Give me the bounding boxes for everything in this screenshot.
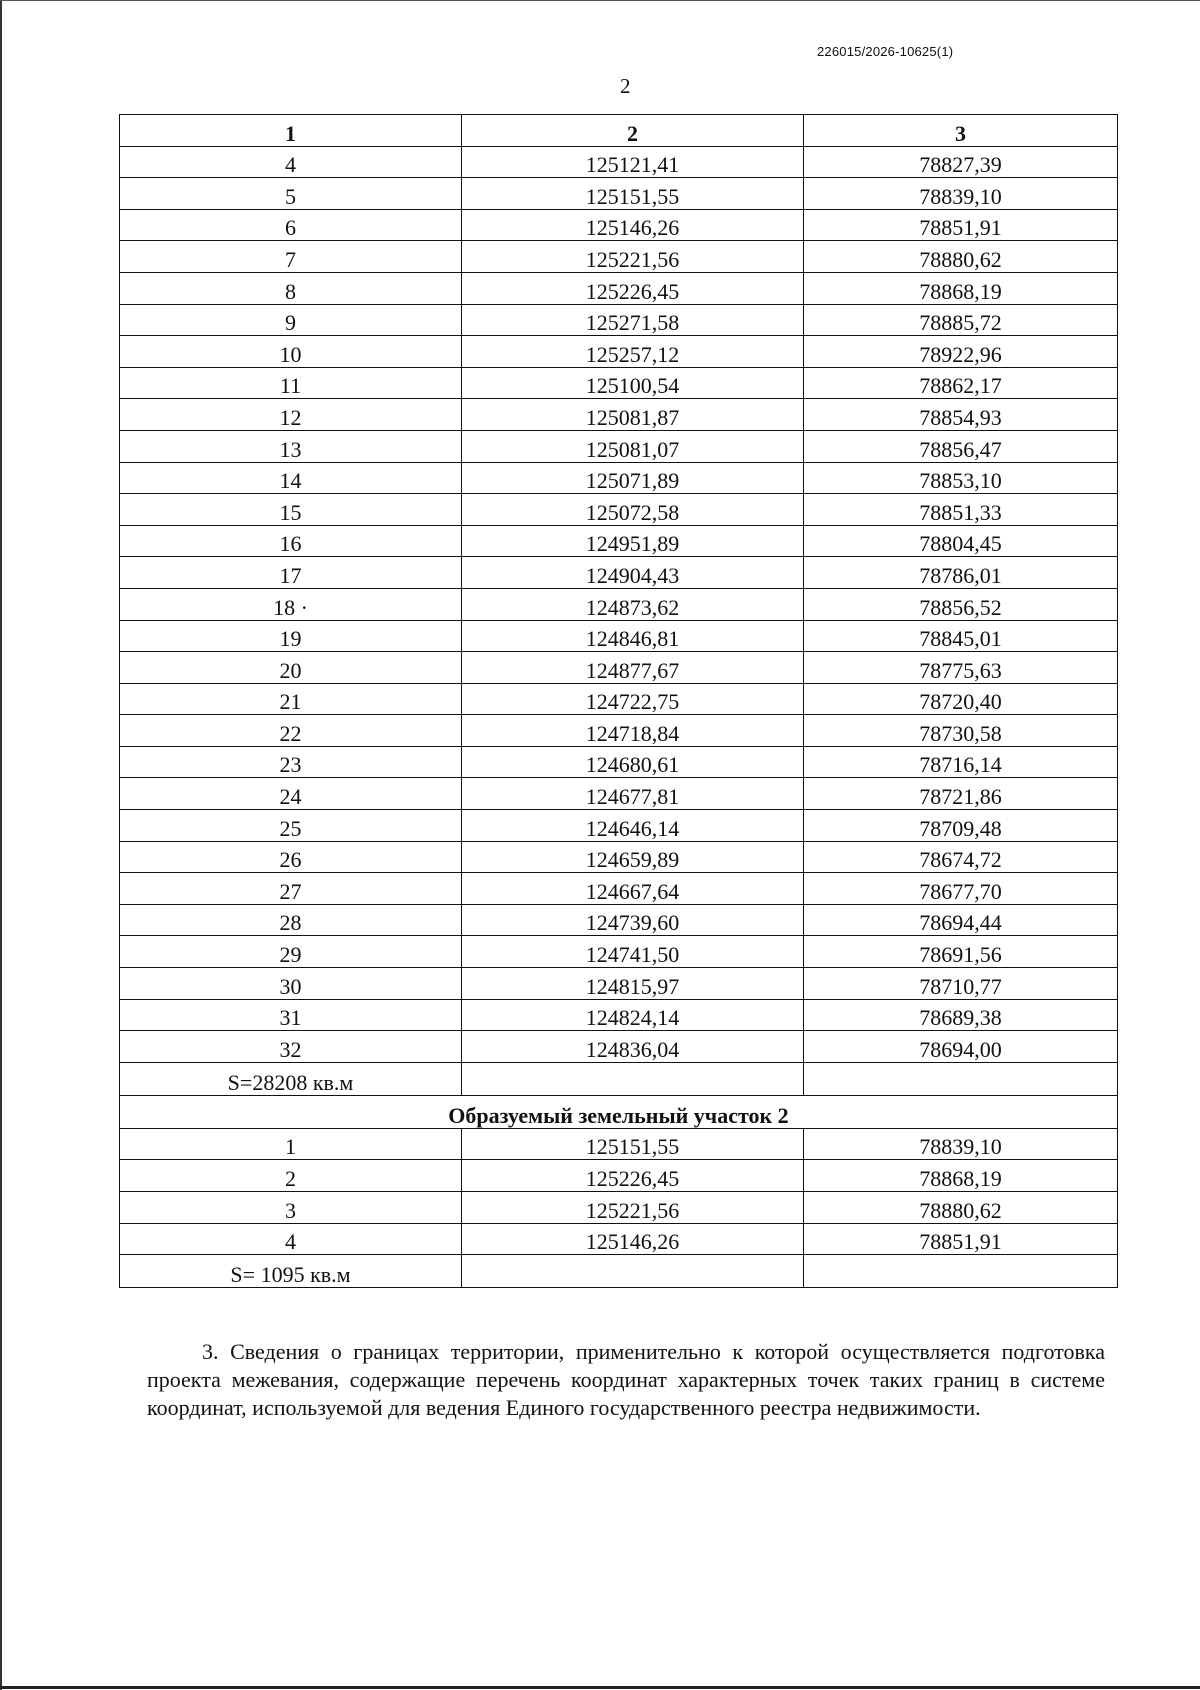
y-coordinate-cell: 78845,01: [804, 620, 1118, 652]
y-coordinate-cell: 78674,72: [804, 841, 1118, 873]
y-coordinate-cell: 78854,93: [804, 399, 1118, 431]
x-coordinate-cell: 125151,55: [462, 178, 804, 210]
y-coordinate-cell: 78694,00: [804, 1031, 1118, 1063]
document-registration-number: 226015/2026-10625(1): [817, 44, 954, 59]
table-row: [120, 588, 1118, 620]
coordinates-table-body: [120, 115, 1118, 1288]
x-coordinate-cell: 124741,50: [462, 936, 804, 968]
page-number: 2: [620, 74, 631, 98]
point-number-cell: 10: [120, 336, 462, 368]
section-3-paragraph: 3. Сведения о границах территории, применительно к которой осуществляется подготовка проекта межевания, содержащие перечень координат характерных точек таких границ в системе координат, используемой для ведения Единого государственного реестра недвижимости.: [147, 1339, 1105, 1420]
x-coordinate-cell: 125271,58: [462, 304, 804, 336]
y-coordinate-cell: 78721,86: [804, 778, 1118, 810]
table-row: [120, 209, 1118, 241]
y-coordinate-cell: 78862,17: [804, 367, 1118, 399]
point-number-cell: 30: [120, 968, 462, 1000]
point-number-cell: 11: [120, 367, 462, 399]
point-number-cell: 3: [120, 1192, 462, 1224]
y-coordinate-cell: 78885,72: [804, 304, 1118, 336]
x-coordinate-cell: 124877,67: [462, 652, 804, 684]
table-row: [120, 430, 1118, 462]
scan-bottom-edge: [0, 1686, 1200, 1689]
y-coordinate-cell: 78775,63: [804, 652, 1118, 684]
x-coordinate-cell: 124904,43: [462, 557, 804, 589]
table-header-row: [120, 115, 1118, 147]
point-number-cell: 12: [120, 399, 462, 431]
x-coordinate-cell: 125121,41: [462, 146, 804, 178]
coordinates-table: [119, 114, 1118, 1288]
y-coordinate-cell: 78851,33: [804, 494, 1118, 526]
table-row: [120, 1128, 1118, 1160]
table-row: [120, 715, 1118, 747]
point-number-cell: 8: [120, 272, 462, 304]
table-row: [120, 620, 1118, 652]
point-number-cell: 2: [120, 1160, 462, 1192]
area-value-cell: S= 1095 кв.м: [120, 1255, 462, 1288]
x-coordinate-cell: 125072,58: [462, 494, 804, 526]
table-row: [120, 810, 1118, 842]
table-row: [120, 178, 1118, 210]
y-coordinate-cell: 78853,10: [804, 462, 1118, 494]
table-row: [120, 1160, 1118, 1192]
table-row: [120, 399, 1118, 431]
plot2-section-title: Образуемый земельный участок 2: [120, 1095, 1118, 1128]
point-number-cell: 13: [120, 430, 462, 462]
plot2-section-row: [120, 1095, 1118, 1128]
x-coordinate-cell: 124722,75: [462, 683, 804, 715]
y-coordinate-cell: 78880,62: [804, 241, 1118, 273]
x-coordinate-cell: 124659,89: [462, 841, 804, 873]
point-number-cell: 28: [120, 904, 462, 936]
x-coordinate-cell: 125100,54: [462, 367, 804, 399]
x-coordinate-cell: 124873,62: [462, 588, 804, 620]
y-coordinate-cell: 78786,01: [804, 557, 1118, 589]
point-number-cell: 19: [120, 620, 462, 652]
y-coordinate-cell: 78868,19: [804, 1160, 1118, 1192]
table-row: [120, 652, 1118, 684]
point-number-cell: 5: [120, 178, 462, 210]
x-coordinate-cell: 124677,81: [462, 778, 804, 810]
table-row: [120, 272, 1118, 304]
table-row: [120, 904, 1118, 936]
point-number-cell: 6: [120, 209, 462, 241]
point-number-cell: 16: [120, 525, 462, 557]
table-row: [120, 778, 1118, 810]
y-coordinate-cell: 78730,58: [804, 715, 1118, 747]
y-coordinate-cell: 78851,91: [804, 209, 1118, 241]
scan-top-edge: [0, 0, 1200, 1]
x-coordinate-cell: 125146,26: [462, 1223, 804, 1255]
point-number-cell: 25: [120, 810, 462, 842]
point-number-cell: 9: [120, 304, 462, 336]
table-row: [120, 873, 1118, 905]
point-number-cell: 7: [120, 241, 462, 273]
y-coordinate-cell: 78804,45: [804, 525, 1118, 557]
empty-cell: [462, 1062, 804, 1095]
point-number-cell: 23: [120, 746, 462, 778]
y-coordinate-cell: 78710,77: [804, 968, 1118, 1000]
y-coordinate-cell: 78851,91: [804, 1223, 1118, 1255]
column-header-point: 1: [120, 115, 462, 147]
x-coordinate-cell: 125226,45: [462, 272, 804, 304]
x-coordinate-cell: 125257,12: [462, 336, 804, 368]
x-coordinate-cell: 124739,60: [462, 904, 804, 936]
y-coordinate-cell: 78694,44: [804, 904, 1118, 936]
scan-left-edge: [0, 0, 2, 1690]
point-number-cell: 17: [120, 557, 462, 589]
point-number-cell: 29: [120, 936, 462, 968]
point-number-cell: 20: [120, 652, 462, 684]
x-coordinate-cell: 124646,14: [462, 810, 804, 842]
y-coordinate-cell: 78677,70: [804, 873, 1118, 905]
x-coordinate-cell: 124824,14: [462, 999, 804, 1031]
column-header-x: 2: [462, 115, 804, 147]
table-row: [120, 746, 1118, 778]
table-row: [120, 968, 1118, 1000]
table-row: [120, 336, 1118, 368]
y-coordinate-cell: 78839,10: [804, 178, 1118, 210]
x-coordinate-cell: 125071,89: [462, 462, 804, 494]
point-number-cell: 32: [120, 1031, 462, 1063]
x-coordinate-cell: 125081,07: [462, 430, 804, 462]
y-coordinate-cell: 78716,14: [804, 746, 1118, 778]
empty-cell: [804, 1255, 1118, 1288]
x-coordinate-cell: 124667,64: [462, 873, 804, 905]
y-coordinate-cell: 78691,56: [804, 936, 1118, 968]
y-coordinate-cell: 78827,39: [804, 146, 1118, 178]
table-row: [120, 462, 1118, 494]
x-coordinate-cell: 125146,26: [462, 209, 804, 241]
table-row: [120, 1192, 1118, 1224]
table-row: [120, 146, 1118, 178]
table-row: [120, 936, 1118, 968]
x-coordinate-cell: 124815,97: [462, 968, 804, 1000]
x-coordinate-cell: 125226,45: [462, 1160, 804, 1192]
x-coordinate-cell: 125221,56: [462, 1192, 804, 1224]
point-number-cell: 22: [120, 715, 462, 747]
table-row: [120, 241, 1118, 273]
x-coordinate-cell: 124951,89: [462, 525, 804, 557]
x-coordinate-cell: 125151,55: [462, 1128, 804, 1160]
y-coordinate-cell: 78709,48: [804, 810, 1118, 842]
y-coordinate-cell: 78880,62: [804, 1192, 1118, 1224]
empty-cell: [462, 1255, 804, 1288]
table-row: [120, 557, 1118, 589]
point-number-cell: 1: [120, 1128, 462, 1160]
x-coordinate-cell: 125221,56: [462, 241, 804, 273]
point-number-cell: 14: [120, 462, 462, 494]
y-coordinate-cell: 78856,52: [804, 588, 1118, 620]
point-number-cell: 26: [120, 841, 462, 873]
y-coordinate-cell: 78868,19: [804, 272, 1118, 304]
table-row: [120, 304, 1118, 336]
table-row: [120, 683, 1118, 715]
point-number-cell: 21: [120, 683, 462, 715]
y-coordinate-cell: 78856,47: [804, 430, 1118, 462]
table-row: [120, 841, 1118, 873]
table-row: [120, 367, 1118, 399]
point-number-cell: 4: [120, 1223, 462, 1255]
point-number-cell: 18 ·: [120, 588, 462, 620]
point-number-cell: 24: [120, 778, 462, 810]
y-coordinate-cell: 78689,38: [804, 999, 1118, 1031]
y-coordinate-cell: 78922,96: [804, 336, 1118, 368]
x-coordinate-cell: 124680,61: [462, 746, 804, 778]
column-header-y: 3: [804, 115, 1118, 147]
x-coordinate-cell: 125081,87: [462, 399, 804, 431]
plot1-area-row: [120, 1062, 1118, 1095]
table-row: [120, 1031, 1118, 1063]
table-row: [120, 1223, 1118, 1255]
y-coordinate-cell: 78720,40: [804, 683, 1118, 715]
table-row: [120, 525, 1118, 557]
area-value-cell: S=28208 кв.м: [120, 1062, 462, 1095]
point-number-cell: 4: [120, 146, 462, 178]
y-coordinate-cell: 78839,10: [804, 1128, 1118, 1160]
plot2-area-row: [120, 1255, 1118, 1288]
table-row: [120, 999, 1118, 1031]
point-number-cell: 27: [120, 873, 462, 905]
point-number-cell: 31: [120, 999, 462, 1031]
empty-cell: [804, 1062, 1118, 1095]
x-coordinate-cell: 124836,04: [462, 1031, 804, 1063]
point-number-cell: 15: [120, 494, 462, 526]
x-coordinate-cell: 124846,81: [462, 620, 804, 652]
x-coordinate-cell: 124718,84: [462, 715, 804, 747]
table-row: [120, 494, 1118, 526]
